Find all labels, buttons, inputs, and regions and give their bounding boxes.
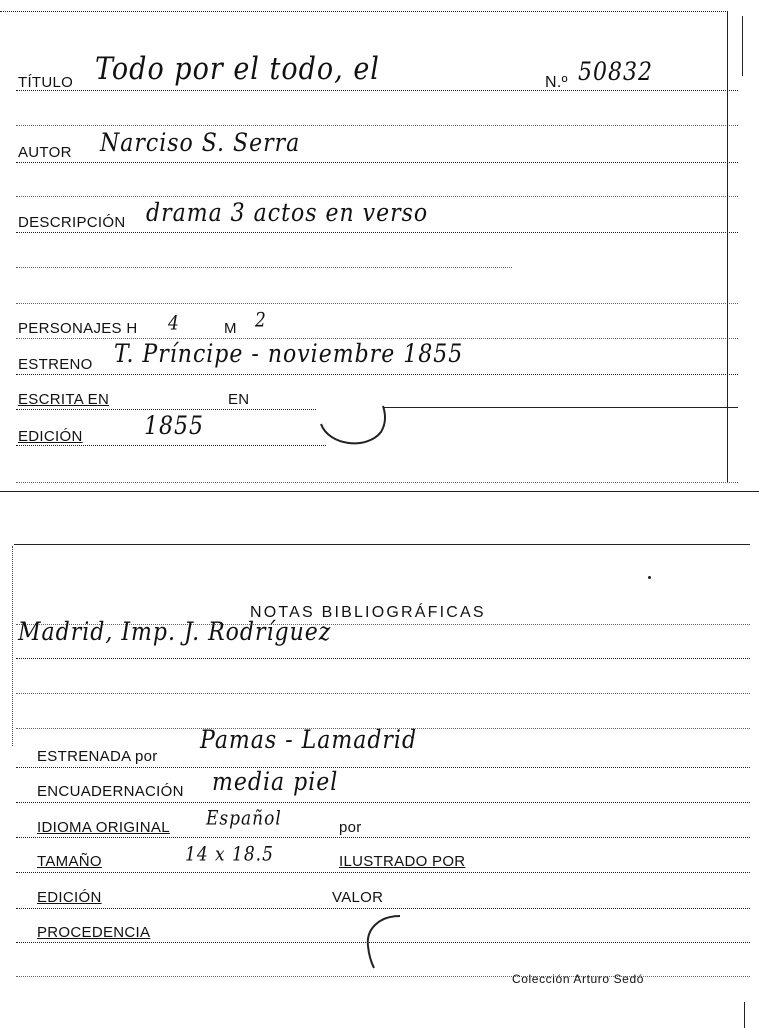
blank-line-4 bbox=[16, 303, 738, 304]
notas-heading: NOTAS BIBLIOGRÁFICAS bbox=[250, 604, 486, 621]
personajes-line bbox=[16, 338, 738, 339]
card-right-edge bbox=[727, 12, 728, 482]
collection-credit: Colección Arturo Sedó bbox=[512, 972, 645, 986]
blank-line-2 bbox=[16, 196, 738, 197]
idioma-value: Español bbox=[206, 807, 282, 830]
catalog-card-bottom bbox=[0, 540, 759, 1028]
idioma-line bbox=[16, 837, 750, 838]
escrita-label: ESCRITA EN bbox=[18, 391, 110, 408]
personajes-label: PERSONAJES H bbox=[18, 320, 138, 337]
estreno-line bbox=[16, 374, 738, 375]
titulo-line bbox=[16, 90, 738, 91]
idioma-label: IDIOMA ORIGINAL bbox=[37, 819, 170, 836]
descripcion-label: DESCRIPCIÓN bbox=[18, 214, 126, 231]
notas-value: Madrid, Imp. J. Rodríguez bbox=[18, 618, 332, 647]
descripcion-line bbox=[16, 232, 738, 233]
procedencia-label: PROCEDENCIA bbox=[37, 924, 151, 941]
estrenada-line bbox=[16, 767, 750, 768]
blank-line-1 bbox=[16, 125, 738, 126]
autor-value: Narciso S. Serra bbox=[100, 129, 301, 158]
numero-value: 50832 bbox=[578, 58, 653, 87]
estreno-value: T. Príncipe - noviembre 1855 bbox=[114, 340, 464, 369]
card2-corner-mark bbox=[744, 1002, 745, 1028]
tamano-line bbox=[16, 872, 750, 873]
valor-label: VALOR bbox=[332, 889, 384, 906]
autor-label: AUTOR bbox=[18, 144, 72, 161]
card-corner-mark bbox=[742, 16, 743, 76]
escrita-solid-line bbox=[383, 407, 738, 408]
autor-line bbox=[16, 162, 738, 163]
edicion2-line bbox=[16, 908, 750, 909]
blank-line-6 bbox=[16, 693, 750, 694]
edicion-line bbox=[16, 445, 326, 446]
escrita-line bbox=[16, 409, 316, 410]
titulo-label: TÍTULO bbox=[18, 74, 74, 91]
personajes-h-value: 4 bbox=[168, 312, 180, 335]
tamano-label: TAMAÑO bbox=[37, 853, 102, 870]
titulo-value: Todo por el todo, el bbox=[95, 51, 380, 87]
personajes-m-label: M bbox=[224, 320, 237, 337]
escrita-en-label: EN bbox=[228, 391, 250, 408]
estreno-label: ESTRENO bbox=[18, 356, 93, 373]
estrenada-label: ESTRENADA por bbox=[37, 748, 158, 765]
encuadernacion-value: media piel bbox=[212, 768, 339, 797]
personajes-m-value: 2 bbox=[255, 309, 267, 332]
numero-label: N.º bbox=[545, 74, 568, 91]
edicion-value: 1855 bbox=[144, 412, 204, 441]
encuadernacion-line bbox=[16, 802, 750, 803]
por-label: por bbox=[339, 819, 362, 836]
card-top-edge bbox=[0, 11, 728, 12]
card2-left-edge bbox=[12, 546, 13, 746]
punch-hole-arc-bottom bbox=[360, 912, 410, 972]
encuadernacion-label: ENCUADERNACIÓN bbox=[37, 783, 184, 800]
card2-top-edge bbox=[14, 544, 750, 545]
estrenada-value: Pamas - Lamadrid bbox=[200, 726, 418, 755]
card-divider bbox=[0, 491, 759, 492]
punch-hole-arc-top bbox=[315, 402, 395, 450]
ilustrado-label: ILUSTRADO POR bbox=[339, 853, 466, 870]
tamano-value: 14 x 18.5 bbox=[185, 843, 274, 866]
notas-line bbox=[16, 658, 750, 659]
edicion2-label: EDICIÓN bbox=[37, 889, 102, 906]
blank-line-5 bbox=[16, 482, 738, 483]
catalog-card-top bbox=[0, 0, 759, 492]
edicion-label: EDICIÓN bbox=[18, 428, 83, 445]
speck bbox=[648, 576, 651, 579]
blank-line-3 bbox=[16, 267, 512, 268]
descripcion-value: drama 3 actos en verso bbox=[146, 199, 429, 228]
